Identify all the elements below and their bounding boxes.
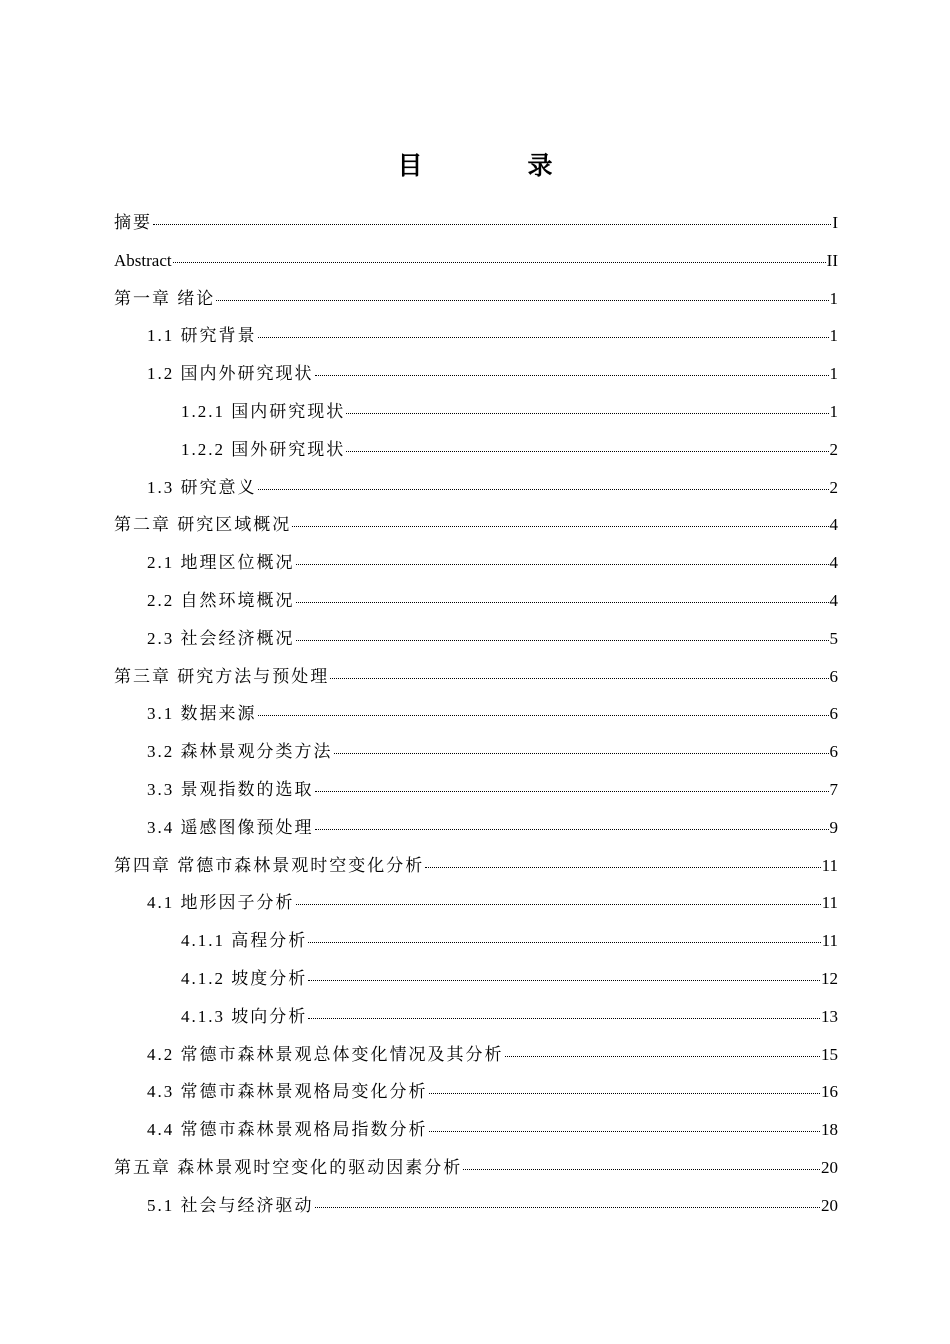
toc-entry-page-number: 1 bbox=[829, 326, 838, 346]
toc-entry-label: 第二章 研究区域概况 bbox=[114, 515, 292, 535]
toc-entry-page-number: 2 bbox=[829, 439, 838, 459]
dot-leader bbox=[334, 753, 829, 754]
toc-entry-page-number: 4 bbox=[829, 515, 838, 535]
dot-leader bbox=[505, 1056, 821, 1057]
toc-entry[interactable] bbox=[114, 1187, 838, 1225]
toc-entry[interactable] bbox=[114, 658, 838, 696]
toc-entry-label: 5.1 社会与经济驱动 bbox=[147, 1195, 314, 1215]
dot-leader bbox=[425, 867, 820, 868]
dot-leader bbox=[346, 413, 828, 414]
toc-entry-page-number: 6 bbox=[829, 666, 838, 686]
toc-entry-page-number: 11 bbox=[821, 893, 838, 913]
toc-entry-page-number: 2 bbox=[829, 477, 838, 497]
dot-leader bbox=[315, 1207, 821, 1208]
dot-leader bbox=[292, 526, 828, 527]
toc-entry-page-number: I bbox=[832, 213, 838, 232]
toc-entry-label: 2.3 社会经济概况 bbox=[147, 628, 295, 648]
toc-entry[interactable] bbox=[114, 922, 838, 960]
toc-entry[interactable] bbox=[114, 998, 838, 1036]
toc-entry[interactable] bbox=[114, 884, 838, 922]
toc-entry-label: 第五章 森林景观时空变化的驱动因素分析 bbox=[114, 1157, 463, 1177]
toc-entry[interactable] bbox=[114, 204, 838, 242]
toc-entry[interactable] bbox=[114, 1036, 838, 1074]
toc-entry-page-number: 7 bbox=[829, 779, 838, 799]
toc-entry-page-number: 20 bbox=[821, 1195, 838, 1215]
dot-leader bbox=[308, 1018, 820, 1019]
toc-entry-label: 第四章 常德市森林景观时空变化分析 bbox=[114, 855, 425, 875]
dot-leader bbox=[296, 904, 821, 905]
toc-entry-page-number: 18 bbox=[821, 1120, 838, 1140]
toc-entry-page-number: 12 bbox=[821, 968, 838, 988]
dot-leader bbox=[296, 602, 829, 603]
toc-entry-page-number: 11 bbox=[821, 931, 838, 951]
toc-entry[interactable] bbox=[114, 393, 838, 431]
toc-entry[interactable] bbox=[114, 544, 838, 582]
toc-entry-label: 4.1.2 坡度分析 bbox=[181, 968, 308, 988]
toc-entry[interactable] bbox=[114, 242, 838, 280]
toc-entry-label: 1.2 国内外研究现状 bbox=[147, 364, 314, 384]
toc-entry-page-number: 15 bbox=[821, 1044, 838, 1064]
toc-entry[interactable] bbox=[114, 733, 838, 771]
dot-leader bbox=[429, 1131, 821, 1132]
dot-leader bbox=[315, 791, 829, 792]
toc-entry-page-number: 6 bbox=[829, 704, 838, 724]
dot-leader bbox=[258, 337, 829, 338]
toc-entry-label: 4.1.3 坡向分析 bbox=[181, 1006, 308, 1026]
toc-entry-label: 1.3 研究意义 bbox=[147, 477, 257, 497]
toc-entry[interactable] bbox=[114, 1149, 838, 1187]
toc-entry-label: 4.4 常德市森林景观格局指数分析 bbox=[147, 1120, 428, 1140]
toc-entry[interactable] bbox=[114, 809, 838, 847]
dot-leader bbox=[308, 942, 820, 943]
toc-entry-label: 第一章 绪论 bbox=[114, 288, 216, 308]
toc-entry[interactable] bbox=[114, 469, 838, 507]
dot-leader bbox=[315, 375, 829, 376]
dot-leader bbox=[330, 678, 828, 679]
dot-leader bbox=[463, 1169, 820, 1170]
toc-entry[interactable] bbox=[114, 582, 838, 620]
toc-entry-label: 3.2 森林景观分类方法 bbox=[147, 742, 333, 762]
toc-entry[interactable] bbox=[114, 317, 838, 355]
toc-entry-label: 4.1.1 高程分析 bbox=[181, 931, 308, 951]
dot-leader bbox=[346, 451, 828, 452]
toc-entry-label: Abstract bbox=[114, 250, 172, 270]
toc-entry-label: 2.2 自然环境概况 bbox=[147, 590, 295, 610]
toc-entry-page-number: 1 bbox=[829, 401, 838, 421]
dot-leader bbox=[258, 715, 829, 716]
toc-entry-label: 3.1 数据来源 bbox=[147, 704, 257, 724]
table-of-contents bbox=[114, 204, 838, 1225]
toc-entry-label: 4.2 常德市森林景观总体变化情况及其分析 bbox=[147, 1044, 504, 1064]
toc-entry[interactable] bbox=[114, 695, 838, 733]
toc-entry-label: 3.4 遥感图像预处理 bbox=[147, 817, 314, 837]
dot-leader bbox=[296, 640, 829, 641]
toc-entry-label: 1.1 研究背景 bbox=[147, 326, 257, 346]
toc-entry-label: 摘要 bbox=[114, 213, 152, 232]
dot-leader bbox=[216, 300, 828, 301]
dot-leader bbox=[173, 262, 826, 263]
toc-entry-label: 4.3 常德市森林景观格局变化分析 bbox=[147, 1082, 428, 1102]
toc-entry[interactable] bbox=[114, 847, 838, 885]
toc-entry-page-number: 6 bbox=[829, 742, 838, 762]
toc-entry[interactable] bbox=[114, 355, 838, 393]
toc-entry-page-number: 16 bbox=[821, 1082, 838, 1102]
dot-leader bbox=[315, 829, 829, 830]
toc-entry-page-number: 11 bbox=[821, 855, 838, 875]
toc-entry[interactable] bbox=[114, 1111, 838, 1149]
toc-entry-label: 4.1 地形因子分析 bbox=[147, 893, 295, 913]
toc-entry[interactable] bbox=[114, 620, 838, 658]
toc-entry-page-number: 1 bbox=[829, 364, 838, 384]
toc-entry[interactable] bbox=[114, 506, 838, 544]
toc-entry-page-number: 1 bbox=[829, 288, 838, 308]
toc-entry[interactable] bbox=[114, 771, 838, 809]
page-title: 目 录 bbox=[397, 151, 593, 180]
dot-leader bbox=[429, 1093, 821, 1094]
toc-entry[interactable] bbox=[114, 1073, 838, 1111]
toc-entry-page-number: 5 bbox=[829, 628, 838, 648]
toc-entry-label: 1.2.1 国内研究现状 bbox=[181, 401, 346, 421]
toc-entry-label: 2.1 地理区位概况 bbox=[147, 553, 295, 573]
toc-entry-page-number: 13 bbox=[821, 1006, 838, 1026]
dot-leader bbox=[153, 224, 831, 225]
toc-entry-label: 3.3 景观指数的选取 bbox=[147, 779, 314, 799]
dot-leader bbox=[296, 564, 829, 565]
toc-entry[interactable] bbox=[114, 431, 838, 469]
dot-leader bbox=[308, 980, 820, 981]
toc-entry-page-number: 4 bbox=[829, 553, 838, 573]
toc-entry-page-number: 4 bbox=[829, 590, 838, 610]
toc-entry-page-number: II bbox=[826, 250, 838, 270]
toc-entry-page-number: 9 bbox=[829, 817, 838, 837]
toc-entry-label: 1.2.2 国外研究现状 bbox=[181, 439, 346, 459]
toc-entry[interactable] bbox=[114, 280, 838, 318]
dot-leader bbox=[258, 489, 829, 490]
toc-entry-page-number: 20 bbox=[821, 1157, 838, 1177]
toc-entry-label: 第三章 研究方法与预处理 bbox=[114, 666, 330, 686]
toc-entry[interactable] bbox=[114, 960, 838, 998]
